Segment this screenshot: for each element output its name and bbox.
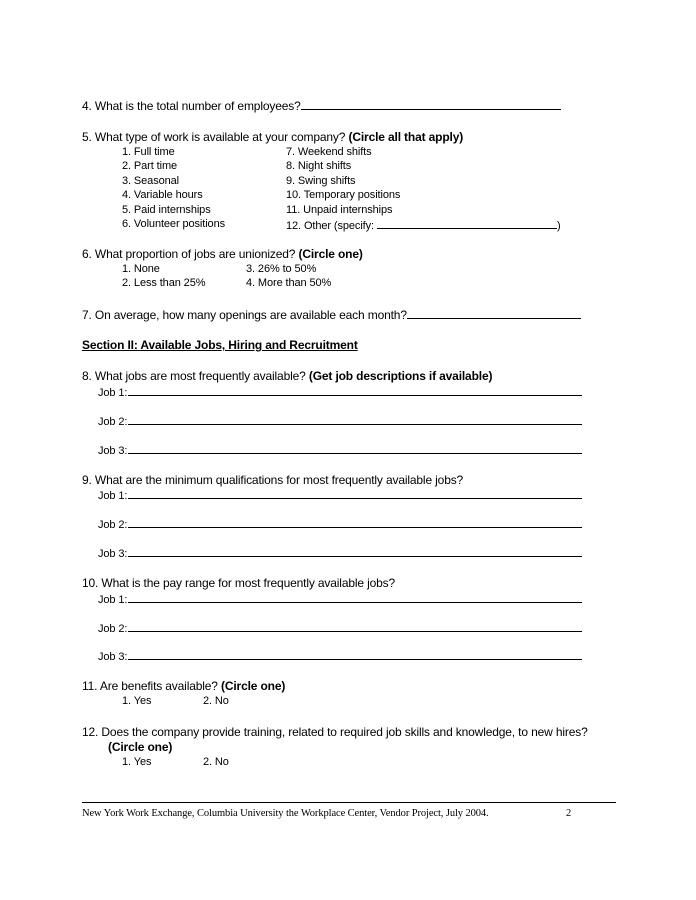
q10-job-2-label: Job 2: [98, 623, 128, 635]
question-12-text: 12. Does the company provide training, related to required job skills and knowledge, to new hires? [82, 725, 588, 739]
q8-job-3[interactable] [98, 442, 582, 456]
q9-job-1-label: Job 1: [98, 490, 128, 502]
q8-job-2[interactable] [98, 413, 582, 427]
q10-job-1-label: Job 1: [98, 594, 128, 606]
q10-job-3[interactable] [98, 648, 582, 662]
other-specify-line[interactable] [377, 217, 557, 229]
q5-option-2[interactable]: 2. Part time [122, 160, 178, 172]
question-11-instruction: (Circle one) [221, 679, 286, 693]
q8-job-1-line[interactable] [128, 384, 582, 396]
q9-job-3[interactable] [98, 545, 582, 559]
question-4 [82, 98, 561, 113]
q5-option-7[interactable]: 7. Weekend shifts [286, 146, 372, 158]
q5-option-6[interactable]: 6. Volunteer positions [122, 218, 225, 230]
q9-job-1[interactable] [98, 487, 582, 501]
question-5 [82, 130, 463, 144]
q6-option-3[interactable]: 3. 26% to 50% [246, 263, 317, 275]
answer-line-employees[interactable] [301, 98, 561, 110]
question-8 [82, 369, 492, 383]
question-8-text: 8. What jobs are most frequently available? [82, 369, 306, 383]
q5-option-12-label: 12. Other (specify: [286, 220, 377, 232]
q9-job-2-line[interactable] [128, 516, 582, 528]
q8-job-2-label: Job 2: [98, 416, 128, 428]
q10-job-2-line[interactable] [128, 620, 582, 632]
q10-job-3-line[interactable] [128, 648, 582, 660]
question-5-instruction: (Circle all that apply) [348, 130, 464, 144]
q10-job-1[interactable] [98, 591, 582, 605]
section-2-heading: Section II: Available Jobs, Hiring and Recruitment [82, 338, 358, 352]
question-12-instruction: (Circle one) [108, 740, 173, 754]
question-9 [82, 473, 463, 487]
q10-job-1-line[interactable] [128, 591, 582, 603]
q11-option-no[interactable]: 2. No [203, 695, 229, 707]
q5-option-3[interactable]: 3. Seasonal [122, 175, 179, 187]
q5-option-4[interactable]: 4. Variable hours [122, 189, 203, 201]
question-11-text: 11. Are benefits available? [82, 679, 218, 693]
q9-job-2[interactable] [98, 516, 582, 530]
question-9-text: 9. What are the minimum qualifications for most frequently available jobs? [82, 473, 464, 487]
question-6-instruction: (Circle one) [298, 247, 363, 261]
question-8-instruction: (Get job descriptions if available) [308, 369, 493, 383]
q5-option-1[interactable]: 1. Full time [122, 146, 175, 158]
q10-job-2[interactable] [98, 620, 582, 634]
question-7 [82, 307, 581, 322]
q5-option-9[interactable]: 9. Swing shifts [286, 175, 356, 187]
footer-text: New York Work Exchange, Columbia University the Workplace Center, Vendor Project, July 2004. [82, 808, 489, 819]
q5-option-12-close: ) [556, 220, 561, 232]
q10-job-3-label: Job 3: [98, 651, 128, 663]
q9-job-3-line[interactable] [128, 545, 582, 557]
q9-job-3-label: Job 3: [98, 548, 128, 560]
q11-option-yes[interactable]: 1. Yes [122, 695, 152, 707]
question-11 [82, 679, 285, 693]
q5-option-10[interactable]: 10. Temporary positions [286, 189, 401, 201]
question-6-text: 6. What proportion of jobs are unionized? [82, 247, 296, 261]
q8-job-2-line[interactable] [128, 413, 582, 425]
q12-option-no[interactable]: 2. No [203, 756, 229, 768]
q5-option-5[interactable]: 5. Paid internships [122, 204, 211, 216]
q9-job-1-line[interactable] [128, 487, 582, 499]
q8-job-1-label: Job 1: [98, 387, 128, 399]
question-4-text: 4. What is the total number of employees? [82, 99, 301, 113]
question-6 [82, 247, 363, 261]
question-12 [82, 725, 588, 739]
q8-job-3-line[interactable] [128, 442, 582, 454]
question-7-text: 7. On average, how many openings are available each month? [82, 308, 407, 322]
q6-option-1[interactable]: 1. None [122, 263, 160, 275]
q6-option-4[interactable]: 4. More than 50% [246, 277, 332, 289]
q8-job-1[interactable] [98, 384, 582, 398]
q5-option-12[interactable] [286, 217, 561, 233]
question-10-text: 10. What is the pay range for most frequently available jobs? [82, 576, 396, 590]
question-5-text: 5. What type of work is available at your company? [82, 130, 346, 144]
q5-option-8[interactable]: 8. Night shifts [286, 160, 352, 172]
page-number: 2 [566, 808, 572, 819]
q5-option-11[interactable]: 11. Unpaid internships [286, 204, 393, 216]
question-10 [82, 576, 395, 590]
answer-line-openings[interactable] [407, 307, 581, 319]
q9-job-2-label: Job 2: [98, 519, 128, 531]
q6-option-2[interactable]: 2. Less than 25% [122, 277, 206, 289]
footer-divider [82, 802, 616, 803]
q12-option-yes[interactable]: 1. Yes [122, 756, 152, 768]
q8-job-3-label: Job 3: [98, 445, 128, 457]
